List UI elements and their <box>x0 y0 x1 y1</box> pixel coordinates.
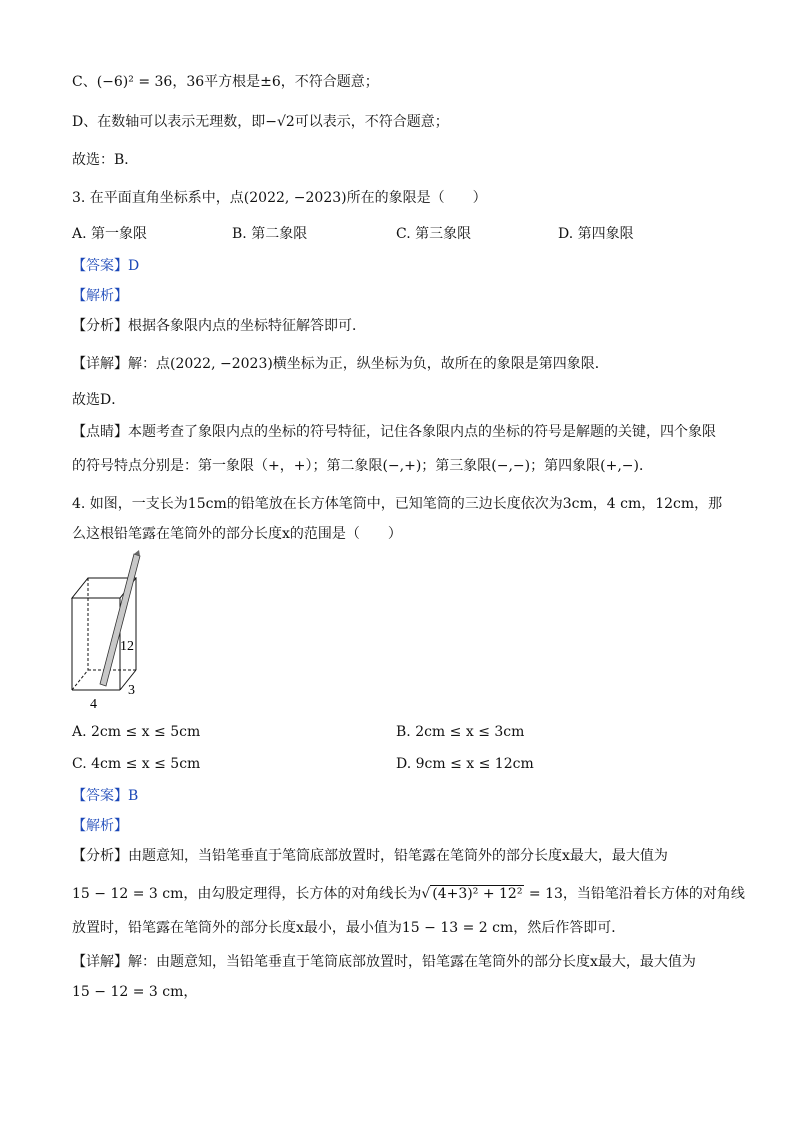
analysis-4a: 【分析】由题意知，当铅笔垂直于笔筒底部放置时，铅笔露在笔筒外的部分长度x最大，最大值为 <box>72 848 668 864</box>
q4-option-c: C. 4cm ≤ x ≤ 5cm <box>72 756 201 772</box>
q3-option-a: A. 第一象限 <box>72 226 148 242</box>
answer-3: 【答案】D <box>72 258 140 274</box>
q3-option-c: C. 第三象限 <box>396 226 472 242</box>
question-4-line1: 4. 如图，一支长为15cm的铅笔放在长方体笔筒中，已知笔筒的三边长度依次为3cm，4 cm，12cm，那 <box>72 496 723 512</box>
remark-3b: 的符号特点分别是：第一象限（+，+）；第二象限(−,+)；第三象限(−,−)；第四象限(+,−)． <box>72 458 653 474</box>
depth-label: 4 <box>90 697 97 708</box>
option-d-explanation: D、在数轴可以表示无理数，即−√2可以表示，不符合题意； <box>72 114 449 130</box>
pen-holder-figure <box>64 548 154 708</box>
analysis-4c: 放置时，铅笔露在笔筒外的部分长度x最小，最小值为15 − 13 = 2 cm，然后作答即可． <box>72 920 626 936</box>
analysis-label-3: 【解析】 <box>72 288 128 304</box>
analysis-4b-pre: 15 − 12 = 3 cm，由勾股定理得，长方体的对角线长为 <box>72 886 422 902</box>
sqrt-expression: √ (4+3)² + 12² <box>421 886 523 902</box>
width-label: 3 <box>128 683 135 698</box>
choice-line: 故选：B． <box>72 152 139 168</box>
question-3: 3. 在平面直角坐标系中，点(2022, −2023)所在的象限是（ ） <box>72 190 487 206</box>
height-label: 12 <box>120 639 134 654</box>
q4-option-b: B. 2cm ≤ x ≤ 3cm <box>396 724 525 740</box>
analysis-label-4: 【解析】 <box>72 818 128 834</box>
q3-option-d: D. 第四象限 <box>558 226 634 242</box>
analysis-4b <box>72 884 745 904</box>
answer-4: 【答案】B <box>72 788 139 804</box>
q3-option-b: B. 第二象限 <box>232 226 308 242</box>
option-c-explanation: C、(−6)² = 36，36平方根是±6，不符合题意； <box>72 74 379 90</box>
radicand: (4+3)² + 12² <box>432 886 523 902</box>
q4-option-a: A. 2cm ≤ x ≤ 5cm <box>72 724 201 740</box>
analysis-4b-post: = 13，当铅笔沿着长方体的对角线 <box>524 886 745 902</box>
remark-3a: 【点睛】本题考查了象限内点的坐标的符号特征，记住各象限内点的坐标的符号是解题的关键，四个象限 <box>72 424 716 440</box>
question-4-line2: 么这根铅笔露在笔筒外的部分长度x的范围是（ ） <box>72 526 402 542</box>
detail-4b: 15 − 12 = 3 cm， <box>72 984 198 1000</box>
q4-option-d: D. 9cm ≤ x ≤ 12cm <box>396 756 534 772</box>
detail-3: 【详解】解：点(2022, −2023)横坐标为正，纵坐标为负，故所在的象限是第四象限． <box>72 356 609 372</box>
analysis-3: 【分析】根据各象限内点的坐标特征解答即可． <box>72 318 366 334</box>
detail-4a: 【详解】解：由题意知，当铅笔垂直于笔筒底部放置时，铅笔露在笔筒外的部分长度x最大，最大值为 <box>72 954 696 970</box>
choice-3: 故选D． <box>72 392 126 408</box>
